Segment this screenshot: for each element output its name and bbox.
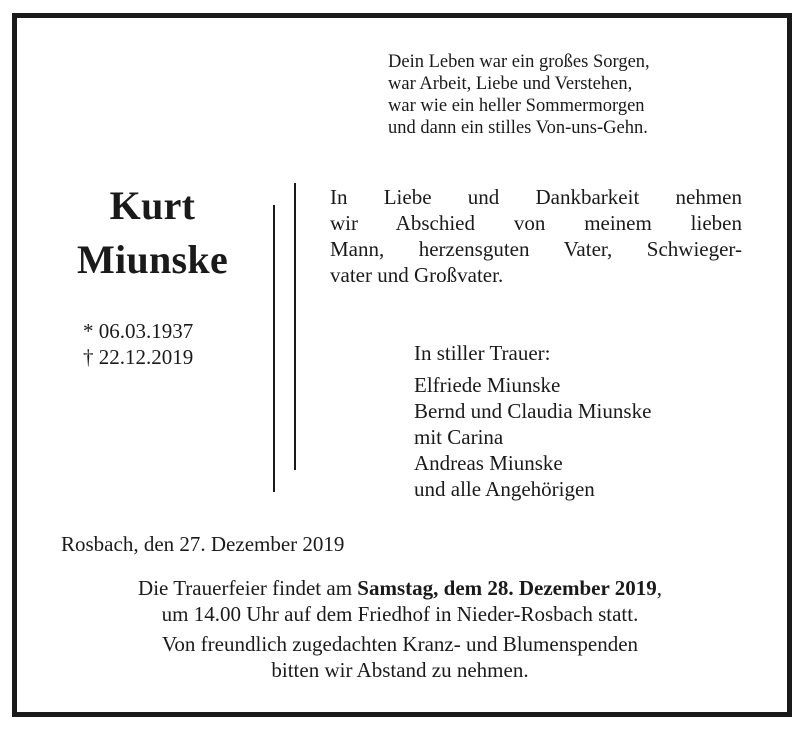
donation-line: bitten wir Abstand zu nehmen. bbox=[271, 658, 529, 682]
farewell-line: wir Abschied von meinem lieben bbox=[330, 211, 742, 235]
divider-line-left bbox=[273, 205, 275, 492]
ceremony-info bbox=[20, 575, 780, 683]
mourner-name: Elfriede Miunske bbox=[414, 373, 561, 397]
ceremony-line: um 14.00 Uhr auf dem Friedhof in Nieder-Rosbach statt. bbox=[161, 602, 639, 626]
life-dates bbox=[83, 318, 193, 370]
mourners-heading: In stiller Trauer: bbox=[414, 341, 551, 365]
mourner-name: und alle Angehörigen bbox=[414, 477, 595, 501]
ceremony-line bbox=[20, 575, 780, 601]
mourner-name: Bernd und Claudia Miunske bbox=[414, 399, 652, 423]
mourners-list bbox=[414, 340, 651, 502]
poem-line: war wie ein heller Sommermorgen bbox=[388, 96, 645, 116]
place-date: Rosbach, den 27. Dezember 2019 bbox=[61, 532, 345, 556]
donation-line: Von freundlich zugedachten Kranz- und Blumenspenden bbox=[161, 632, 639, 656]
deceased-last-name: Miunske bbox=[76, 237, 229, 282]
mourner-name: mit Carina bbox=[414, 425, 504, 449]
ceremony-text: Die Trauerfeier findet am bbox=[138, 576, 358, 600]
poem bbox=[388, 51, 748, 139]
poem-line: und dann ein stilles Von-uns-Gehn. bbox=[388, 118, 648, 138]
farewell-line: vater und Großvater. bbox=[330, 263, 504, 287]
ceremony-text: , bbox=[656, 576, 662, 600]
mourner-name: Andreas Miunske bbox=[414, 451, 563, 475]
poem-line: Dein Leben war ein großes Sorgen, bbox=[388, 52, 650, 72]
death-date: † 22.12.2019 bbox=[83, 345, 194, 369]
ceremony-date: Samstag, dem 28. Dezember 2019 bbox=[357, 576, 657, 600]
farewell-line: Mann, herzensguten Vater, Schwieger- bbox=[330, 237, 742, 261]
birth-date: * 06.03.1937 bbox=[83, 319, 194, 343]
farewell-line: In Liebe und Dankbarkeit nehmen bbox=[330, 185, 742, 209]
farewell-text bbox=[330, 184, 742, 288]
divider-line-right bbox=[294, 183, 296, 470]
poem-line: war Arbeit, Liebe und Verstehen, bbox=[388, 74, 633, 94]
deceased-first-name: Kurt bbox=[109, 183, 196, 228]
